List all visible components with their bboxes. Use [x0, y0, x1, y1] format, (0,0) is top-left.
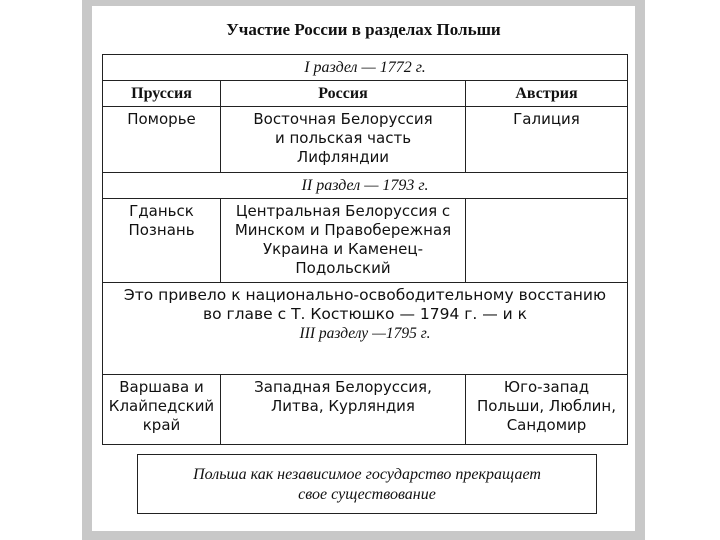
cell-russia-1: [221, 107, 466, 173]
cell-line: и польская часть: [274, 129, 412, 147]
uprising-note: [103, 283, 628, 375]
header-row: [103, 81, 628, 107]
cell-austria-3: [466, 375, 628, 445]
summary-box: [137, 454, 597, 514]
cell-line: Подольский: [295, 259, 391, 277]
column-header-austria: Австрия: [466, 81, 628, 107]
cell-russia-2: [221, 199, 466, 283]
cell-line: Украина и Каменец-: [263, 240, 423, 258]
cell-line: Поморье: [127, 110, 196, 128]
cell-line: Восточная Белоруссия: [253, 110, 433, 128]
note-line: во главе с Т. Костюшко — 1794 г. — и к: [202, 305, 528, 323]
cell-line: Варшава и: [119, 378, 204, 396]
cell-prussia-2: [103, 199, 221, 283]
cell-austria-1: [466, 107, 628, 173]
note-row: [103, 283, 628, 375]
table-row: [103, 375, 628, 445]
cell-line: Западная Белоруссия,: [254, 378, 432, 396]
second-partition-banner: II раздел — 1793 г.: [103, 173, 628, 199]
cell-line: Лифляндии: [296, 148, 390, 166]
partitions-table: [102, 54, 628, 445]
cell-line: Гданьск: [129, 202, 194, 220]
second-partition-row: [103, 173, 628, 199]
cell-austria-2-empty: [466, 199, 628, 283]
cell-line: Юго-запад: [503, 378, 590, 396]
cell-prussia-1: [103, 107, 221, 173]
summary-line: свое существование: [298, 486, 436, 503]
cell-russia-3: [221, 375, 466, 445]
page-title: Участие России в разделах Польши: [226, 20, 501, 39]
summary-line: Польша как независимое государство прекращает: [193, 466, 541, 483]
table-row: [103, 107, 628, 173]
table-row: [103, 199, 628, 283]
cell-line: Польши, Люблин,: [477, 397, 616, 415]
cell-line: Галиция: [513, 110, 580, 128]
cell-line: Сандомир: [506, 416, 587, 434]
cell-line: Литва, Курляндия: [271, 397, 415, 415]
note-line: Это привело к национально-освободительному восстанию: [123, 286, 607, 304]
cell-prussia-3: [103, 375, 221, 445]
first-partition-row: [103, 55, 628, 81]
third-partition-label: III разделу —1795 г.: [299, 325, 431, 342]
first-partition-banner: I раздел — 1772 г.: [103, 55, 628, 81]
document-page: [92, 6, 635, 531]
cell-line: Минском и Правобережная: [234, 221, 452, 239]
column-header-prussia: Пруссия: [103, 81, 221, 107]
cell-line: Клайпедский: [108, 397, 215, 415]
column-header-russia: Россия: [221, 81, 466, 107]
cell-line: край: [142, 416, 181, 434]
cell-line: Центральная Белоруссия с: [235, 202, 451, 220]
cell-line: Познань: [128, 221, 195, 239]
